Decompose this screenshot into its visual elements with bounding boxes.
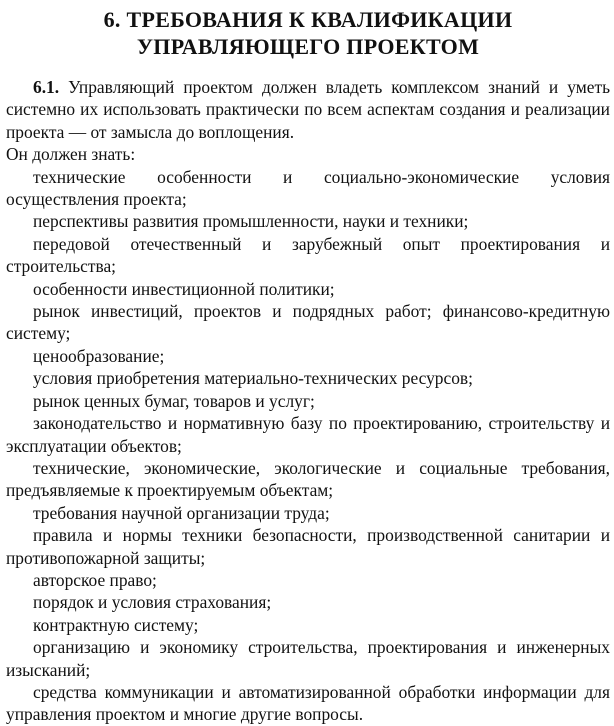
- list-item: авторское право;: [33, 569, 157, 590]
- list-item: порядок и условия страхования;: [33, 592, 272, 613]
- section-heading: [6, 6, 610, 60]
- list-item: технические особенности и социально-экономические условия осуществления проекта;: [6, 166, 610, 210]
- list-item: особенности инвестиционной политики;: [33, 278, 335, 299]
- list-item: передовой отечественный и зарубежный опыт проектирования и строительства;: [6, 233, 610, 277]
- list-item: правила и нормы техники безопасности, производственной санитарии и противопожарной защиты;: [6, 525, 610, 568]
- section-body: [6, 76, 610, 726]
- lead-paragraph: [6, 76, 610, 143]
- list-item: законодательство и нормативную базу по проектированию, строительству и эксплуатации объектов;: [6, 413, 610, 456]
- must-know-line: Он должен знать:: [6, 144, 136, 165]
- list-item: организацию и экономику строительства, проектирования и инженерных изысканий;: [6, 637, 610, 680]
- list-item: рынок ценных бумаг, товаров и услуг;: [33, 390, 315, 411]
- list-item: средства коммуникации и автоматизированной обработки информации для управления проектом и многие другие вопросы.: [6, 681, 610, 725]
- list-item: требования научной организации труда;: [33, 502, 330, 523]
- list-item: ценообразование;: [33, 345, 165, 366]
- list-item: перспективы развития промышленности, науки и техники;: [33, 211, 469, 232]
- list-item: контрактную систему;: [33, 614, 199, 635]
- section-number: 6.1.: [33, 77, 60, 97]
- lead-text: Управляющий проектом должен владеть комплексом знаний и уметь системно их использовать практически по всем аспектам создания и реализации проекта — от замысла до воплощения.: [6, 77, 610, 142]
- heading-line-1: 6. ТРЕБОВАНИЯ К КВАЛИФИКАЦИИ: [103, 7, 513, 32]
- list-item: технические, экономические, экологические и социальные требования, предъявляемые к проектируемым объектам;: [6, 457, 610, 501]
- list-item: условия приобретения материально-технических ресурсов;: [33, 368, 473, 389]
- heading-line-2: УПРАВЛЯЮЩЕГО ПРОЕКТОМ: [136, 34, 480, 59]
- list-item: рынок инвестиций, проектов и подрядных работ; финансово-кредитную систему;: [6, 301, 610, 344]
